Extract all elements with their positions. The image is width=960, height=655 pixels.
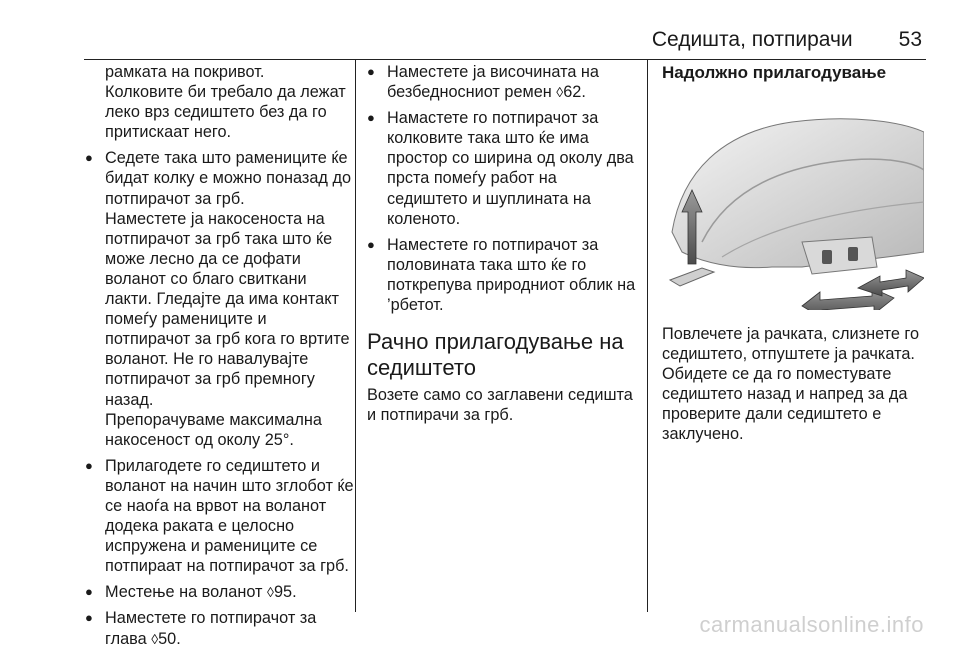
list-item	[367, 235, 637, 315]
list-item-text: Местење на воланот	[105, 583, 268, 602]
page-reference-link[interactable]: 62.	[563, 83, 586, 102]
bullet-icon: ●	[367, 64, 375, 79]
reference-icon: ◊	[151, 630, 159, 647]
continuation-text: рамката на покривот. Колковите би требало да лежат леко врз седиштето без да го притискаат него.	[105, 63, 346, 142]
page-number: 53	[898, 28, 922, 51]
list-item	[85, 582, 355, 602]
page-title: Седишта, потпирачи	[651, 28, 853, 51]
list-item-text: Прилагодете го седиштето и воланот на начин што зглобот ќе се наоѓа на врвот на воланот додека раката е целосно испружена и рамениците се потпираат на потпирачот за грб.	[105, 456, 354, 576]
bullet-list	[367, 62, 637, 315]
subheading: Надолжно прилагодување	[662, 63, 887, 82]
bullet-icon: ●	[367, 110, 375, 126]
reference-icon: ◊	[267, 584, 274, 601]
page-reference-link[interactable]: 95.	[273, 583, 297, 602]
bullet-list	[85, 148, 355, 648]
reference-icon: ◊	[556, 84, 564, 101]
list-item	[85, 608, 355, 648]
seat-adjustment-illustration	[662, 92, 924, 310]
column-right	[662, 62, 932, 445]
list-item	[85, 456, 355, 577]
list-item-text: Наместете го потпирачот за половината така што ќе го поткрепува природниот облик на ’рбетот.	[387, 235, 636, 315]
column-left	[85, 62, 355, 655]
list-item-text: Седете така што рамениците ќе бидат колку е можно поназад до потпирачот за грб. Наместете ја накосеноста на потпирачот за грб така што ќе може лесно да се дофати воланот со благо свиткани лакти. Гледајте да има контакт помеѓу рамениците и потпирачот за грб кога го вртите воланот. Не го навалувајте потпирачот за грб премногу назад. Препорачуваме максимална накосеност од околу 25°.	[105, 149, 352, 449]
bullet-icon: ●	[85, 610, 93, 626]
list-item-text: Наместете ја височината на безбедносниот ремен	[387, 63, 599, 102]
watermark: carmanualsonline.info	[699, 612, 924, 637]
list-item	[85, 148, 355, 449]
column-middle	[367, 62, 637, 425]
body-text: Повлечете ја рачката, слизнете го седиштето, отпуштете ја рачката. Обидете се да го поместувате седиштето назад и напред за да проверите дали седиштето е заклучено.	[662, 325, 920, 444]
column-divider	[647, 60, 648, 612]
list-item	[367, 62, 637, 102]
header-rule	[84, 59, 926, 60]
section-heading: Рачно прилагодување на седиштето	[367, 329, 624, 381]
bullet-icon: ●	[367, 236, 375, 252]
bullet-icon: ●	[85, 457, 93, 473]
list-item-text: Наместете го потпирачот за глава	[105, 609, 317, 648]
bullet-icon: ●	[85, 150, 93, 166]
list-item	[367, 108, 637, 229]
section-text: Возете само со заглавени седишта и потпирачи за грб.	[367, 386, 633, 425]
column-divider	[355, 60, 356, 612]
page-reference-link[interactable]: 50.	[158, 629, 181, 648]
bullet-icon: ●	[85, 584, 93, 600]
list-item-text: Намастете го потпирачот за колковите така што ќе има простор со ширина од околу два прста помеѓу работ на седиштето и шуплината на коленото.	[387, 109, 634, 228]
page-header	[0, 28, 922, 52]
